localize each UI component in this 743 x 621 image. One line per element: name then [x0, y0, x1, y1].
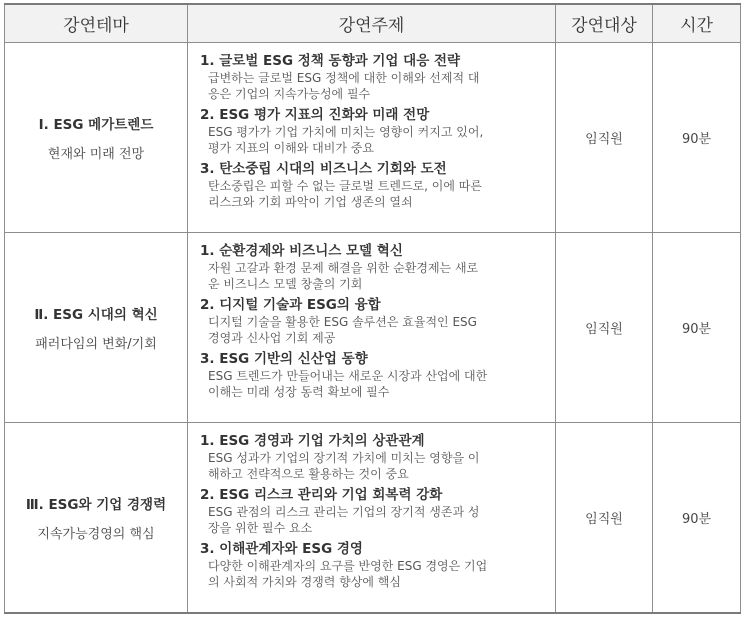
- topic-description-line: 디지털 기술을 활용한 ESG 솔루션은 효율적인 ESG: [208, 315, 477, 329]
- theme-title: Ⅱ. ESG 시대의 혁신: [34, 307, 158, 323]
- topic-item: [200, 243, 545, 292]
- theme-subtitle: 지속가능경영의 핵심: [37, 526, 155, 542]
- audience-cell: 임직원: [556, 43, 653, 233]
- header-audience: 강연대상: [556, 4, 653, 43]
- topic-description-line: 이해는 미래 성장 동력 확보에 필수: [208, 385, 390, 399]
- topic-description-line: 다양한 이해관계자의 요구를 반영한 ESG 경영은 기업: [208, 559, 488, 573]
- time-cell: 90분: [653, 43, 741, 233]
- lecture-table: [4, 3, 741, 614]
- theme-cell: [5, 43, 188, 233]
- topics-cell: [188, 43, 556, 233]
- topic-item: [200, 297, 545, 346]
- topic-description-line: ESG 관점의 리스크 관리는 기업의 장기적 생존과 성: [208, 505, 480, 519]
- table-row: [5, 233, 741, 423]
- time-cell: 90분: [653, 423, 741, 613]
- topic-item: [200, 161, 545, 210]
- topic-description-line: ESG 트렌드가 만들어내는 새로운 시장과 산업에 대한: [208, 369, 488, 383]
- audience-cell: 임직원: [556, 423, 653, 613]
- topics-cell: [188, 233, 556, 423]
- topic-description-line: 운 비즈니스 모델 창출의 기회: [208, 277, 363, 291]
- topic-item: [200, 487, 545, 536]
- topic-description-line: 의 사회적 가치와 경쟁력 향상에 핵심: [208, 575, 401, 589]
- topic-item: [200, 53, 545, 102]
- topic-description-line: 급변하는 글로벌 ESG 정책에 대한 이해와 선제적 대: [208, 71, 480, 85]
- theme-cell: [5, 233, 188, 423]
- header-theme: 강연테마: [5, 4, 188, 43]
- topic-title: 3. 이해관계자와 ESG 경영: [200, 541, 363, 557]
- topic-title: 2. 디지털 기술과 ESG의 융합: [200, 297, 381, 313]
- table-row: [5, 43, 741, 233]
- topic-item: [200, 107, 545, 156]
- topic-title: 3. ESG 기반의 신산업 동향: [200, 351, 368, 367]
- topic-description-line: 경영과 신사업 기회 제공: [208, 331, 336, 345]
- header-time: 시간: [653, 4, 741, 43]
- topic-description-line: 자원 고갈과 환경 문제 해결을 위한 순환경제는 새로: [208, 261, 479, 275]
- topic-description-line: 해하고 전략적으로 활용하는 것이 중요: [208, 467, 409, 481]
- topic-title: 1. 순환경제와 비즈니스 모델 혁신: [200, 243, 403, 259]
- topic-description-line: 리스크와 기회 파악이 기업 생존의 열쇠: [208, 195, 413, 209]
- topic-description-line: ESG 성과가 기업의 장기적 가치에 미치는 영향을 이: [208, 451, 480, 465]
- topic-description-line: 탄소중립은 피할 수 없는 글로벌 트렌드로, 이에 따른: [208, 179, 482, 193]
- theme-subtitle: 현재와 미래 전망: [47, 147, 145, 162]
- theme-title: Ⅰ. ESG 메가트렌드: [38, 117, 154, 133]
- topic-title: 1. ESG 경영과 기업 가치의 상관관계: [200, 433, 425, 449]
- theme-cell: [5, 423, 188, 613]
- topic-item: [200, 433, 545, 482]
- topic-item: [200, 541, 545, 590]
- audience-cell: 임직원: [556, 233, 653, 423]
- topic-title: 2. ESG 평가 지표의 진화와 미래 전망: [200, 107, 430, 123]
- theme-subtitle: 패러다임의 변화/기회: [35, 337, 157, 352]
- table-header-row: [5, 4, 741, 43]
- topic-title: 3. 탄소중립 시대의 비즈니스 기회와 도전: [200, 161, 447, 177]
- topic-description-line: 평가 지표의 이해와 대비가 중요: [208, 141, 374, 155]
- time-cell: 90분: [653, 233, 741, 423]
- topic-description-line: 응은 기업의 지속가능성에 필수: [208, 87, 371, 101]
- topic-description-line: 장을 위한 필수 요소: [208, 521, 313, 535]
- topic-title: 1. 글로벌 ESG 정책 동향과 기업 대응 전략: [200, 53, 461, 69]
- topic-title: 2. ESG 리스크 관리와 기업 회복력 강화: [200, 487, 443, 503]
- theme-title: Ⅲ. ESG와 기업 경쟁력: [25, 496, 167, 513]
- topics-cell: [188, 423, 556, 613]
- header-topic: 강연주제: [188, 4, 556, 43]
- topic-description-line: ESG 평가가 기업 가치에 미치는 영향이 커지고 있어,: [208, 125, 484, 139]
- table-row: [5, 423, 741, 613]
- topic-item: [200, 351, 545, 400]
